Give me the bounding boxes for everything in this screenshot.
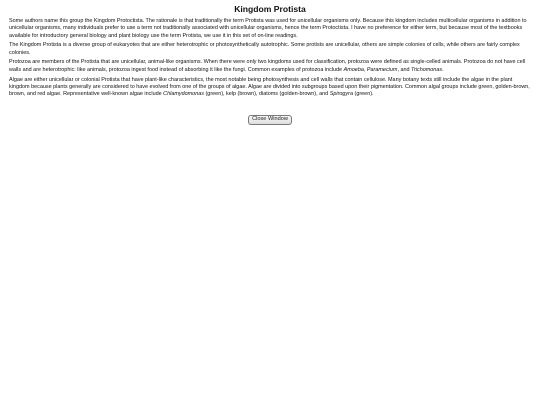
protozoa-text-4: . xyxy=(442,66,444,73)
page-title: Kingdom Protista xyxy=(234,4,306,14)
paragraph-algae xyxy=(9,77,531,99)
button-row xyxy=(9,107,531,125)
genus-spirogyra: Spirogyra xyxy=(329,91,353,98)
protozoa-text-3: , and xyxy=(397,66,412,73)
paragraph-protozoa xyxy=(9,59,531,74)
genus-paramecium: Paramecium xyxy=(366,66,398,73)
genus-amoeba: Amoeba xyxy=(343,66,364,73)
protozoa-text-2: , xyxy=(363,66,367,73)
algae-text-2: (green), kelp (brown), diatoms (golden-brown), and xyxy=(203,91,330,98)
genus-trichomonas: Trichomonas xyxy=(411,66,443,73)
algae-text-3: (green). xyxy=(353,91,374,98)
algae-text-1: Algae are either unicellular or colonial Protista that have plant-like characteristics, the most notable being photosynthesis and cell walls that contain cellulose. Many botany texts still include the algae in the plant kingdom because plants generally are considered to have evolved from one of the groups of algae. Algae are divided into subgroups based upon their pigmentation. Common algal groups include green, golden-brown, brown, and red algae. Representative well-known algae include xyxy=(9,76,530,98)
protozoa-text-1: Protozoa are members of the Protista that are unicellular, animal-like organisms. When there were only two kingdoms used for classification, protozoa were defined as single-celled animals. Protozoa do not have cell walls and are heterotrophic: like animals, protozoa ingest food instead of absorbing it like the fungi. Common examples of protozoa include xyxy=(9,59,526,73)
genus-chlamydomonas: Chlamydomonas xyxy=(163,91,204,98)
close-window-button[interactable]: Close Window xyxy=(248,115,292,125)
paragraph-kingdom-protista: The Kingdom Protista is a diverse group of eukaryotes that are either heterotrophic or photosynthetically autotrophic. Some protists are unicellular, others are simple colonies of cells, while others are fairly complex colonies. xyxy=(9,42,520,56)
paragraph-protoctista: Some authors name this group the Kingdom Protoctista. The rationale is that traditionally the term Protista was used for unicellular organisms only. Because this kingdom includes multicellular organisms in addition to unicellular organisms, many individuals prefer to use a term not traditionally associated with unicellular organisms, hence the term Protoctista. I have no preference for either term, but because most of the textbooks available for introductory general biology and plant biology use the term Protista, we use it in this set of on-line readings. xyxy=(9,18,527,39)
